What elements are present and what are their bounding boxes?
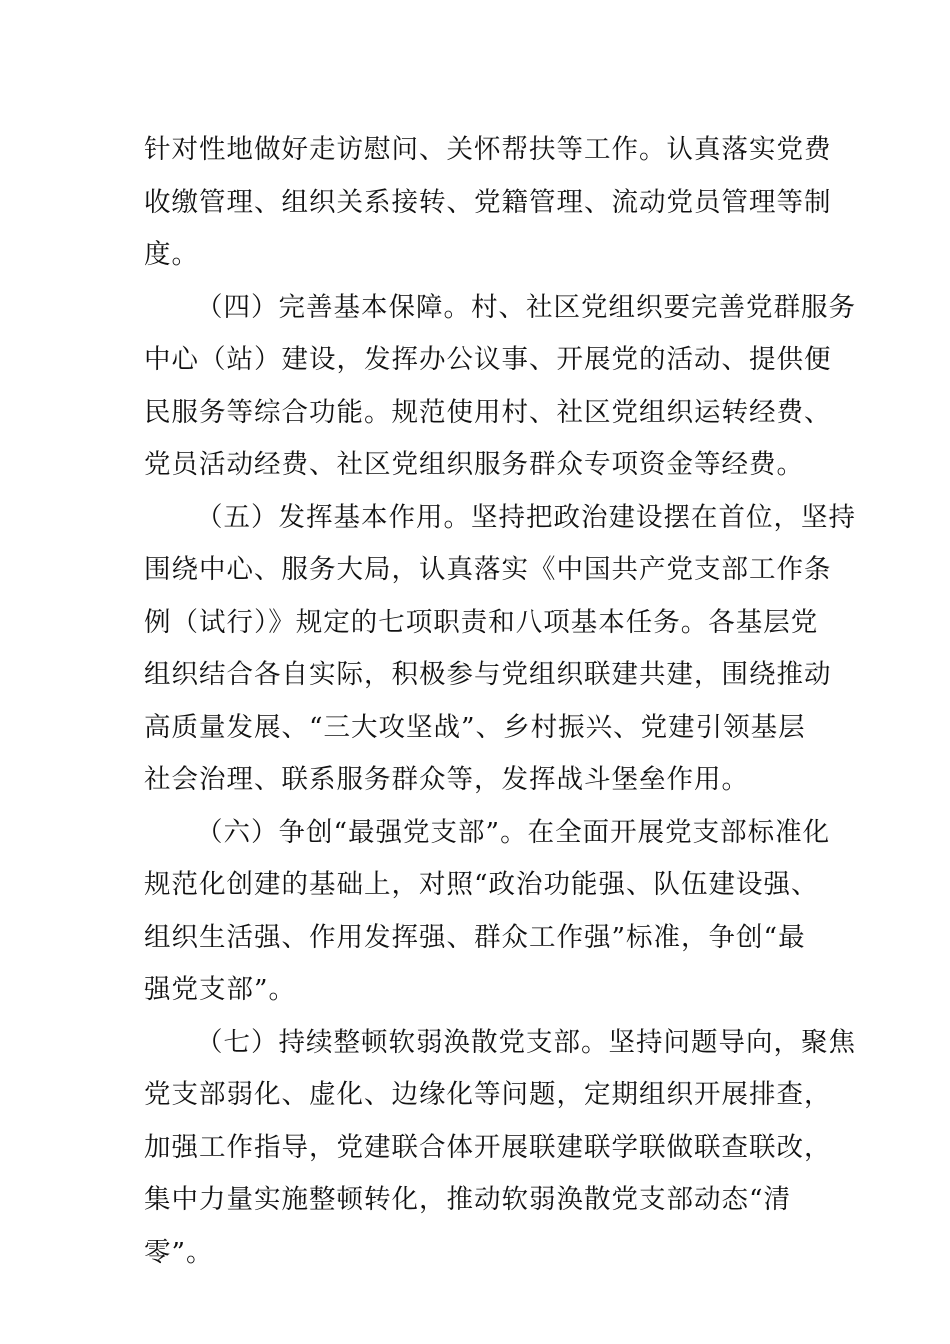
text-line: 中心（站）建设，发挥办公议事、开展党的活动、提供便 (144, 344, 832, 375)
paragraph-basic-role (144, 492, 856, 807)
text-line: 党员活动经费、社区党组织服务群众专项资金等经费。 (144, 449, 804, 480)
text-line: 针对性地做好走访慰问、关怀帮扶等工作。认真落实党费 (144, 134, 832, 165)
text-line: （六）争创“最强党支部”。在全面开展党支部标准化 (196, 816, 831, 848)
text-line: 集中力量实施整顿转化，推动软弱涣散党支部动态“清 (144, 1184, 792, 1215)
paragraph-basic-guarantee (144, 282, 856, 492)
text-line: 高质量发展、“三大攻坚战”、乡村振兴、党建引领基层 (144, 711, 806, 743)
document-body (144, 124, 856, 1279)
text-line: 组织生活强、作用发挥强、群众工作强”标准，争创“最 (144, 921, 806, 953)
text-line: 加强工作指导，党建联合体开展联建联学联做联查联改， (144, 1131, 832, 1163)
text-line: 社会治理、联系服务群众等，发挥战斗堡垒作用。 (144, 764, 749, 795)
text-line: 零”。 (144, 1236, 214, 1268)
text-line: 例（试行）》规定的七项职责和八项基本任务。各基层党 (144, 606, 819, 638)
text-line: 围绕中心、服务大局，认真落实《中国共产党支部工作条 (144, 554, 832, 585)
text-line: （四）完善基本保障。村、社区党组织要完善党群服务 (196, 291, 856, 323)
paragraph-rectify-weak-branches (144, 1017, 856, 1280)
paragraph-continuation (144, 124, 832, 282)
text-line: 收缴管理、组织关系接转、党籍管理、流动党员管理等制 (144, 186, 832, 218)
text-line: 度。 (144, 239, 199, 270)
text-line: 民服务等综合功能。规范使用村、社区党组织运转经费、 (144, 396, 832, 428)
text-line: 组织结合各自实际，积极参与党组织联建共建，围绕推动 (144, 659, 832, 690)
paragraph-strongest-branch (144, 807, 831, 1017)
text-line: （五）发挥基本作用。坚持把政治建设摆在首位，坚持 (196, 501, 856, 533)
text-line: （七）持续整顿软弱涣散党支部。坚持问题导向，聚焦 (196, 1026, 856, 1058)
text-line: 强党支部”。 (144, 974, 297, 1005)
text-line: 规范化创建的基础上，对照“政治功能强、队伍建设强、 (144, 869, 819, 900)
text-line: 党支部弱化、虚化、边缘化等问题，定期组织开展排查， (144, 1079, 832, 1110)
